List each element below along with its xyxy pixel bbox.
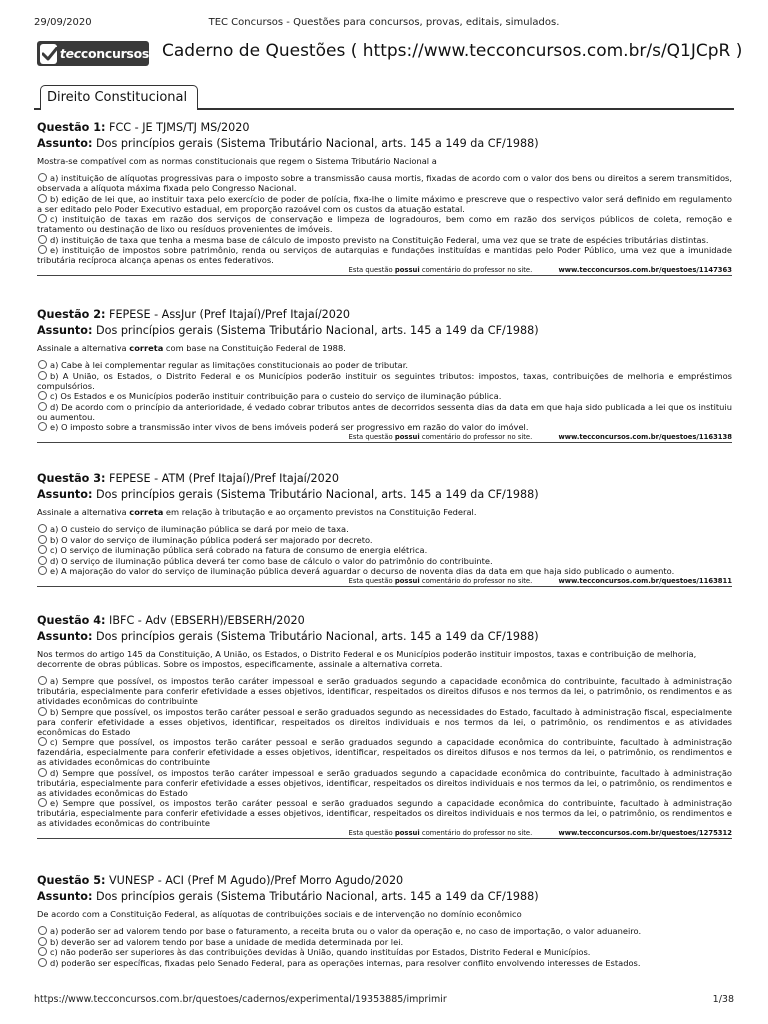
- option-e[interactable]: e) A majoração do valor do serviço de iluminação pública deverá aguardar o decurso de noventa dias da data em que haja sido publicado o aumento.: [37, 566, 732, 576]
- option-c[interactable]: c) não poderão ser superiores às das contribuições devidas à União, quando instituídas por Estados, Distrito Federal e Municípios.: [37, 947, 732, 957]
- option-c[interactable]: c) O serviço de iluminação pública será cobrado na fatura de consumo de energia elétrica.: [37, 545, 732, 555]
- option-b[interactable]: b) edição de lei que, ao instituir taxa pelo exercício de poder de polícia, fixa-lhe o limite máximo e prescreve que o respectivo valor será definido em regulamento a ser editado pelo Poder Executivo estadual, em proporção razoável com os custos da atuação estatal.: [37, 193, 732, 214]
- option-d[interactable]: d) Sempre que possível, os impostos terão caráter impessoal e serão graduados segundo a capacidade econômica do contribuinte, facultado à administração tributária, especialmente para conferir efetividade a esses objetivos, identificar, respeitados os direitos individuais e nos termos da lei, o patrimônio, os rendimentos e as atividades econômicas do Estado: [37, 767, 732, 798]
- question-1: [37, 121, 732, 276]
- comment-note: Esta questão possui comentário do professor no site.: [348, 433, 533, 441]
- radio-icon[interactable]: [38, 422, 47, 431]
- option-e[interactable]: e) O imposto sobre a transmissão inter vivos de bens imóveis poderá ser progressivo em razão do valor do imóvel.: [37, 422, 732, 432]
- divider: [37, 275, 732, 276]
- question-subject: Assunto: Dos princípios gerais (Sistema Tributário Nacional, arts. 145 a 149 da CF/1988): [37, 137, 539, 150]
- question-footer: [37, 433, 732, 442]
- question-statement: Nos termos do artigo 145 da Constituição, A União, os Estados, o Distrito Federal e os Municípios poderão instituir impostos, taxas e contribuição de melhoria, decorrente de obras públicas. Sobre os impostos, especificamente, assinale a alternativa correta.: [37, 649, 697, 669]
- question-statement: Assinale a alternativa correta com base na Constituição Federal de 1988.: [37, 343, 346, 353]
- option-d[interactable]: d) De acordo com o princípio da anterioridade, é vedado cobrar tributos antes de decorridos sessenta dias da data em que haja sido publicada a lei que os instituiu ou aumentou.: [37, 401, 732, 422]
- divider: [37, 442, 732, 443]
- divider: [37, 586, 732, 587]
- option-a[interactable]: a) Cabe à lei complementar regular as limitações constitucionais ao poder de tributar.: [37, 360, 732, 370]
- radio-icon[interactable]: [38, 360, 47, 369]
- question-5: [37, 874, 732, 968]
- option-b[interactable]: b) deverão ser ad valorem tendo por base a unidade de medida determinada por lei.: [37, 937, 732, 947]
- option-c[interactable]: c) Os Estados e os Municípios poderão instituir contribuição para o custeio do serviço de iluminação pública.: [37, 391, 732, 401]
- radio-icon[interactable]: [38, 566, 47, 575]
- question-title: Questão 2: FEPESE - AssJur (Pref Itajaí)/Pref Itajaí/2020: [37, 308, 351, 321]
- question-3: [37, 472, 732, 587]
- options-list: [37, 360, 732, 432]
- brand-row: [37, 41, 743, 67]
- radio-icon[interactable]: [38, 545, 47, 554]
- option-e[interactable]: e) instituição de impostos sobre patrimônio, renda ou serviços de autarquias e fundações instituídas e mantidas pelo Poder Público, uma vez que a imunidade tributária recíproca alcança apenas os entes federativos.: [37, 245, 732, 265]
- radio-icon[interactable]: [38, 391, 47, 400]
- radio-icon[interactable]: [38, 947, 47, 956]
- question-statement: Mostra-se compatível com as normas constitucionais que regem o Sistema Tributário Nacional a: [37, 156, 437, 166]
- comment-note: Esta questão possui comentário do professor no site.: [348, 829, 533, 837]
- tecconcursos-logo[interactable]: [37, 41, 149, 66]
- radio-icon[interactable]: [38, 194, 47, 203]
- question-footer: [37, 266, 732, 275]
- radio-icon[interactable]: [38, 937, 47, 946]
- question-link[interactable]: www.tecconcursos.com.br/questoes/1163811: [558, 577, 732, 585]
- radio-icon[interactable]: [38, 214, 47, 223]
- question-subject: Assunto: Dos princípios gerais (Sistema Tributário Nacional, arts. 145 a 149 da CF/1988): [37, 890, 539, 903]
- tab-direito-constitucional[interactable]: Direito Constitucional: [40, 85, 198, 110]
- question-title: Questão 4: IBFC - Adv (EBSERH)/EBSERH/2020: [37, 614, 305, 627]
- radio-icon[interactable]: [38, 524, 47, 533]
- radio-icon[interactable]: [38, 402, 47, 411]
- radio-icon[interactable]: [38, 235, 47, 244]
- radio-icon[interactable]: [38, 676, 47, 685]
- option-b[interactable]: b) Sempre que possível, os impostos terão caráter pessoal e serão graduados segundo as necessidades do Estado, facultado à administração fiscal, especialmente para conferir efetividade a esses objetivos, identificar, respeitados os direitos individuais e nos termos da lei, o patrimônio, os rendimentos e as atividades econômicas do Estado: [37, 706, 732, 737]
- question-subject: Assunto: Dos princípios gerais (Sistema Tributário Nacional, arts. 145 a 149 da CF/1988): [37, 324, 539, 337]
- checkmark-icon: [40, 44, 57, 64]
- question-link[interactable]: www.tecconcursos.com.br/questoes/1275312: [558, 829, 732, 837]
- option-b[interactable]: b) O valor do serviço de iluminação pública poderá ser majorado por decreto.: [37, 535, 732, 545]
- option-a[interactable]: a) poderão ser ad valorem tendo por base o faturamento, a receita bruta ou o valor da operação e, no caso de importação, o valor aduaneiro.: [37, 926, 732, 936]
- options-list: [37, 676, 732, 828]
- divider: [37, 838, 732, 839]
- subject-tab-row: [34, 85, 734, 111]
- option-d[interactable]: d) poderão ser específicas, fixadas pelo Senado Federal, para as operações internas, para resolver conflito envolvendo interesses de Estados.: [37, 958, 732, 968]
- question-link[interactable]: www.tecconcursos.com.br/questoes/1147363: [558, 266, 732, 274]
- option-e[interactable]: e) Sempre que possível, os impostos terão caráter pessoal e serão graduados segundo a capacidade econômica do contribuinte, facultado à administração tributária, especialmente para conferir efetividade a esses objetivos, identificar, respeitados os direitos individuais e nos termos da lei, o patrimônio, os rendimentos e as atividades econômicas do contribuinte: [37, 798, 732, 828]
- radio-icon[interactable]: [38, 798, 47, 807]
- options-list: [37, 173, 732, 265]
- radio-icon[interactable]: [38, 737, 47, 746]
- question-title: Questão 5: VUNESP - ACI (Pref M Agudo)/Pref Morro Agudo/2020: [37, 874, 404, 887]
- option-d[interactable]: d) O serviço de iluminação pública deverá ter como base de cálculo o valor do patrimônio do contribuinte.: [37, 556, 732, 566]
- radio-icon[interactable]: [38, 245, 47, 254]
- print-date: 29/09/2020: [34, 17, 92, 28]
- radio-icon[interactable]: [38, 535, 47, 544]
- radio-icon[interactable]: [38, 926, 47, 935]
- print-title: TEC Concursos - Questões para concursos, provas, editais, simulados.: [208, 17, 560, 28]
- radio-icon[interactable]: [38, 556, 47, 565]
- option-b[interactable]: b) A União, os Estados, o Distrito Federal e os Municípios poderão instituir os seguintes tributos: impostos, taxas, contribuições de melhoria e empréstimos compulsórios.: [37, 370, 732, 391]
- option-a[interactable]: a) instituição de alíquotas progressivas para o imposto sobre a transmissão causa mortis, fixadas de acordo com o valor dos bens ou direitos a serem transmitidos, observada a alíquota máxima fixada pelo Congresso Nacional.: [37, 173, 732, 193]
- question-title: Questão 3: FEPESE - ATM (Pref Itajaí)/Pref Itajaí/2020: [37, 472, 340, 485]
- options-list: [37, 926, 732, 968]
- radio-icon[interactable]: [38, 768, 47, 777]
- caderno-title: Caderno de Questões ( https://www.tecconcursos.com.br/s/Q1JCpR ): [162, 41, 743, 61]
- question-2: [37, 308, 732, 443]
- question-statement: De acordo com a Constituição Federal, as alíquotas de contribuições sociais e de intervenção no domínio econômico: [37, 909, 522, 919]
- question-statement: Assinale a alternativa correta em relação à tributação e ao orçamento previstos na Constituição Federal.: [37, 507, 477, 517]
- radio-icon[interactable]: [38, 958, 47, 967]
- radio-icon[interactable]: [38, 173, 47, 182]
- question-subject: Assunto: Dos princípios gerais (Sistema Tributário Nacional, arts. 145 a 149 da CF/1988): [37, 488, 539, 501]
- print-footer: [34, 994, 734, 1006]
- radio-icon[interactable]: [38, 707, 47, 716]
- comment-note: Esta questão possui comentário do professor no site.: [348, 577, 533, 585]
- option-c[interactable]: c) instituição de taxas em razão dos serviços de conservação e limpeza de logradouros, bem como em razão dos serviços públicos de coleta, remoção e tratamento ou destinação de lixo ou resíduos provenientes de imóveis.: [37, 214, 732, 234]
- option-c[interactable]: c) Sempre que possível, os impostos terão caráter pessoal e serão graduados segundo a capacidade econômica do contribuinte, facultado à administração fazendária, especialmente para conferir efetividade a esses objetivos, identificar, respeitados os direitos difusos e nos termos da lei, o patrimônio, os rendimentos e as atividades econômicas do contribuinte: [37, 737, 732, 767]
- radio-icon[interactable]: [38, 371, 47, 380]
- print-header: [34, 17, 734, 29]
- page-number: 1/38: [712, 994, 734, 1005]
- question-4: [37, 614, 732, 839]
- question-footer: [37, 577, 732, 586]
- option-d[interactable]: d) instituição de taxa que tenha a mesma base de cálculo de imposto previsto na Constituição Federal, uma vez que se trate de espécies tributárias distintas.: [37, 235, 732, 245]
- comment-note: Esta questão possui comentário do professor no site.: [348, 266, 533, 274]
- question-subject: Assunto: Dos princípios gerais (Sistema Tributário Nacional, arts. 145 a 149 da CF/1988): [37, 630, 539, 643]
- question-link[interactable]: www.tecconcursos.com.br/questoes/1163138: [558, 433, 732, 441]
- options-list: [37, 524, 732, 576]
- logo-wordmark: tecconcursos: [59, 46, 149, 61]
- question-title: Questão 1: FCC - JE TJMS/TJ MS/2020: [37, 121, 250, 134]
- option-a[interactable]: a) O custeio do serviço de iluminação pública se dará por meio de taxa.: [37, 524, 732, 534]
- question-footer: [37, 829, 732, 838]
- print-url: https://www.tecconcursos.com.br/questoes/cadernos/experimental/19353885/imprimir: [34, 994, 447, 1005]
- option-a[interactable]: a) Sempre que possível, os impostos terão caráter impessoal e serão graduados segundo a capacidade econômica do contribuinte, facultado à administração tributária, especialmente para conferir efetividade a esses objetivos, identificar, respeitados os direitos difusos e nos termos da lei, o patrimônio, os rendimentos e as atividades econômicas do contribuinte: [37, 676, 732, 706]
